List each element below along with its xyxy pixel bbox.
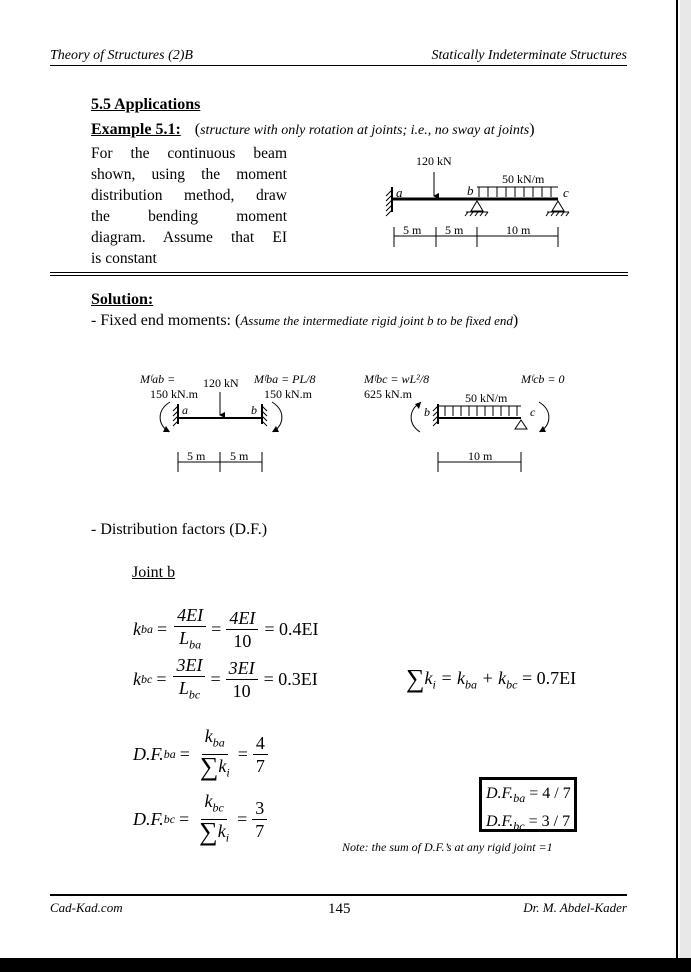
section-rule-bottom (50, 275, 628, 276)
moment-arc-ba (272, 402, 282, 432)
example-line: the bending moment (91, 208, 287, 225)
page-border-right (676, 0, 678, 960)
dim-span3: 10 m (506, 223, 531, 237)
kba-result: = 0.4EI (264, 619, 319, 640)
mba-label: Mᶠba = PL/8 (254, 372, 316, 386)
kbc-den2: 10 (232, 681, 251, 702)
df-note: Note: the sum of D.F.’s at any rigid joint =1 (342, 840, 553, 854)
dfbc-val-den: 7 (255, 820, 265, 841)
sum-i: i (432, 677, 436, 692)
page-edge-right (680, 0, 691, 972)
section-title: 5.5 Applications (91, 96, 201, 113)
fem-udl-label: 50 kN/m (465, 391, 508, 405)
solution-title: Solution: (91, 291, 154, 308)
node-a: a (396, 185, 403, 200)
fem-dim3: 10 m (468, 449, 493, 463)
node-c: c (563, 185, 569, 200)
kba-den1: L (179, 628, 190, 648)
dfba-num-sub: ba (212, 735, 225, 750)
fem-figure (135, 366, 595, 478)
point-load-label: 120 kN (416, 154, 452, 168)
dfba-symbol: D.F. (133, 743, 164, 764)
dim-span1: 5 m (403, 223, 422, 237)
dim-span2: 5 m (445, 223, 464, 237)
mbc-value: 625 kN.m (364, 387, 412, 401)
kbc-num1: 3EI (173, 654, 205, 677)
df-result-box (479, 777, 577, 832)
mba-value: 150 kN.m (264, 387, 312, 401)
example-label: Example 5.1: (91, 121, 181, 138)
sigma-icon: ∑ (199, 751, 219, 781)
section-rule-top (50, 272, 628, 273)
fem-prefix: - Fixed end moments: ( (91, 312, 241, 329)
moment-arc-cb (539, 402, 549, 432)
box-df-bc-val: = 3 / 7 (524, 813, 571, 831)
kba-den1-sub: ba (189, 637, 202, 652)
example-line: diagram. Assume that EI (91, 229, 287, 246)
example-line: shown, using the moment (91, 166, 287, 183)
example-line: distribution method, draw (91, 187, 287, 204)
box-df-bc-sub: bc (513, 819, 525, 834)
kba-sub: ba (141, 622, 153, 637)
dfba-den-sub: i (226, 765, 230, 780)
page-border-bottom (0, 958, 691, 972)
dfba-val-den: 7 (255, 755, 265, 776)
df-title: - Distribution factors (D.F.) (91, 521, 268, 538)
kbc-num2: 3EI (226, 657, 258, 680)
beam-figure (380, 150, 580, 255)
sum-ba: ba (465, 677, 478, 692)
sigma-icon: ∑ (406, 664, 425, 693)
pin-support-b (471, 201, 483, 211)
sum-k: k (424, 668, 433, 688)
sum-eq-k: = k (435, 668, 466, 688)
kbc-result: = 0.3EI (263, 669, 318, 690)
dfbc-val-num: 3 (252, 797, 267, 820)
sum-bc: bc (506, 677, 518, 692)
sum-plus-k: + k (477, 668, 507, 688)
box-df-ba-val: = 4 / 7 (525, 785, 571, 802)
sigma-icon: ∑ (199, 816, 218, 846)
eq-df-bc: D.F. bc = $\frac{k_{bc}}{\sum k_i}$ = $\frac{3}{7}$ (133, 790, 270, 848)
example-note-close: ) (529, 121, 535, 138)
footer-left: Cad-Kad.com (50, 900, 123, 915)
eq-kbc: k bc = $\frac{3EI}{L_{bc}}$ = $\frac{3EI}{10}$ = 0.3EI (133, 655, 318, 702)
fem-node-b-right: b (424, 405, 430, 419)
udl-arrows (479, 187, 551, 197)
joint-title: Joint b (132, 564, 176, 581)
fem-udl-arrows (445, 406, 517, 416)
dfbc-num: k (204, 791, 213, 811)
dfbc-sub: bc (163, 811, 176, 826)
kba-num2: 4EI (226, 607, 258, 630)
kba-symbol: k (133, 619, 141, 640)
example-line: is constant (91, 250, 157, 267)
eq-sum-k (406, 664, 576, 694)
fem-load-label: 120 kN (203, 376, 239, 390)
dfbc-symbol: D.F. (133, 808, 164, 829)
udl-label: 50 kN/m (502, 172, 545, 186)
fem-dim2: 5 m (230, 449, 249, 463)
kbc-den1: L (178, 678, 189, 698)
fem-node-a: a (182, 403, 188, 417)
fem-node-b-left: b (251, 403, 257, 417)
fem-heading (91, 312, 518, 330)
dfbc-den-sub: i (225, 830, 230, 845)
fem-note: Assume the intermediate rigid joint b to be fixed end (240, 313, 513, 328)
example-heading (91, 121, 535, 139)
header-right: Statically Indeterminate Structures (431, 48, 627, 63)
sum-result: = 0.7EI (517, 668, 577, 688)
page-number: 145 (328, 901, 351, 917)
dfbc-den: k (217, 820, 226, 841)
mab-label: Mᶠab = (140, 372, 176, 386)
box-df-ba: D.F. (486, 785, 514, 802)
pin-support-c (552, 201, 564, 211)
fem-support-c (515, 420, 527, 429)
dfba-sub: ba (163, 746, 176, 761)
footer-rule (50, 894, 627, 896)
example-text (91, 143, 287, 269)
node-b: b (467, 183, 474, 198)
mbc-label: Mᶠbc = wL²/8 (364, 372, 430, 386)
moment-arc-ab (160, 402, 170, 432)
example-note: structure with only rotation at joints; i.e., no sway at joints (200, 123, 530, 138)
fem-suffix: ) (512, 312, 519, 329)
footer-right: Dr. M. Abdel-Kader (523, 900, 627, 915)
fem-dim1: 5 m (187, 449, 206, 463)
box-df-bc: D.F. (486, 813, 514, 831)
eq-kba: k ba = $\frac{4EI}{L_{ba}}$ = $\frac{4EI}{10}$ = 0.4EI (133, 605, 319, 652)
fem-node-c: c (530, 405, 536, 419)
mcb-label: Mᶠcb = 0 (521, 372, 565, 386)
kbc-symbol: k (133, 669, 141, 690)
kba-num1: 4EI (174, 604, 206, 627)
dfba-den: k (218, 755, 227, 776)
header-left: Theory of Structures (2)B (50, 48, 193, 63)
dfbc-num-sub: bc (212, 800, 224, 815)
mab-value: 150 kN.m (150, 387, 198, 401)
example-note-open: ( (194, 121, 201, 138)
kbc-den1-sub: bc (188, 687, 201, 702)
kbc-sub: bc (141, 672, 153, 687)
dfba-val-num: 4 (253, 732, 268, 755)
example-line: For the continuous beam (91, 145, 287, 162)
eq-df-ba: D.F. ba = $\frac{k_{ba}}{\sum k_i}$ = $\frac{4}{7}$ (133, 725, 271, 783)
kba-den2: 10 (233, 631, 252, 652)
dfba-num: k (204, 726, 213, 746)
header-rule (50, 65, 627, 66)
box-df-ba-sub: ba (513, 791, 526, 806)
